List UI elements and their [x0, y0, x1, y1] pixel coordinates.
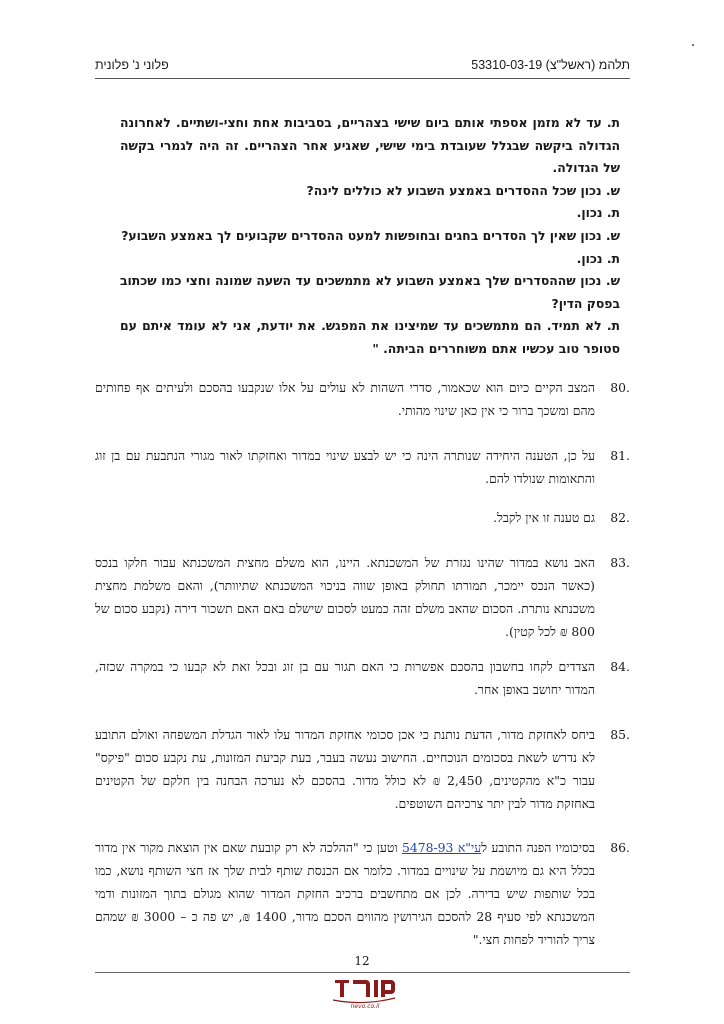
paragraph-number: 85.: [610, 727, 630, 742]
paragraph-text: על כן, הטענה היחידה שנותרה הינה כי יש לבצע שינוי במדור ואחזקתו לאור מגורי הנתבעת עם בן זוג והתאומות שנולדו להם.: [95, 448, 595, 486]
paragraph-86: [95, 836, 630, 951]
paragraph-text: הצדדים לקחו בחשבון בהסכם אפשרות כי האם תגור עם בן זוג ובכל זאת לא קבעו כי במקרה שכזה, המדור יחושב באופן אחר.: [95, 659, 595, 697]
running-header: [95, 54, 630, 78]
nevo-logo: [325, 974, 401, 1010]
quote-line: ש. נכון שכל ההסדרים באמצע השבוע לא כוללים לינה?: [306, 182, 620, 198]
page-number: 12: [354, 954, 370, 968]
paragraph-number: 86.: [610, 840, 630, 855]
nevo-logo-mark: [325, 974, 401, 1010]
paragraph-number: 82.: [610, 510, 630, 525]
testimony-quote: [120, 112, 620, 361]
quote-line: ת. נכון.: [576, 205, 620, 221]
paragraph-text: ביחס לאחזקת מדור, הדעת נותנת כי אכן סכומי אחזקת המדור עלו לאור הגדלת המשפחה ואולם התובע לא נדרש לשאת בסכומים הנוכחיים. החישוב נעשה בעבר, בעת קביעת המזונות, עת נקבע סכום "פיקס" עבור כ"א מהקטינים, 2,450 ₪ לא כולל מדור. בהסכם לא נערכה הבחנה בין חלקם של הקטינים באחזקת מדור לבין יתר צרכיהם השוטפים.: [95, 727, 595, 811]
quote-line: ש. נכון שאין לך הסדרים בחגים ובחופשות למעט ההסדרים שקבועים לך באמצע השבוע?: [121, 227, 620, 243]
paragraph-text-start: בסיכומיו הפנה התובע ל: [481, 840, 595, 855]
quote-line: ת. עד לא מזמן אספתי אותם ביום שישי בצהריים, בסביבות אחת וחצי-ושתיים. לאחרונה הגדולה ביקשה שבגלל שעובדת בימי שישי, שאגיע אחר הצהריים. זה היה לגמרי בקשה של הגדולה.: [120, 115, 620, 176]
paragraph-80: [95, 376, 630, 422]
paragraph-number: 80.: [610, 380, 630, 395]
parties-names: פלוני נ' פלונית: [95, 58, 169, 72]
paragraph-83: [95, 551, 630, 643]
paragraph-number: 83.: [610, 555, 630, 570]
paragraph-81: [95, 444, 630, 490]
header-divider: [95, 78, 630, 79]
paragraph-number: 84.: [610, 659, 630, 674]
paragraph-text: המצב הקיים כיום הוא שכאמור, סדרי השהות לא עולים על אלו שנקבעו בהסכם ולעיתים אף פחותים מהם ומשכך ברור כי אין כאן שינוי מהותי.: [95, 380, 595, 418]
paragraph-text: האב נושא במדור שהינו נגזרת של המשכנתא. היינו, הוא משלם מחצית המשכנתא עבור חלקו בנכס (כאשר הנכס יימכר, תמורתו תחולק באופן שווה בניכוי המשכנתא שתיוותר), והאם משלמת מחצית משכנתא נותרת. הסכום שהאב משלם זהה כמעט לסכום שישלם באם האם תשכור דירה (נקבע סכום של 800 ₪ לכל קטין).: [95, 555, 595, 639]
case-citation-link[interactable]: עי"א 5478-93: [401, 840, 482, 855]
paragraph-text: גם טענה זו אין לקבל.: [493, 510, 595, 525]
logo-caption: nevo.co.il: [350, 1003, 380, 1010]
quote-line: ש. נכון שההסדרים שלך באמצע השבוע לא מתמשכים עד השעה שמונה וחצי כמו שכתוב בפסק הדין?: [120, 273, 620, 311]
case-number: תלהמ (ראשל"צ) 53310-03-19: [471, 58, 630, 72]
paragraph-text-end: וטען כי "ההלכה לא רק קובעת שאם אין הוצאת מקור אין מדור בכלל היא גם מיושמת על שינויים במדור. כלומר אם הכנסת שותף לבית שלך אז חצי השותף נושא, כמו בכל שותפות שיש בדירה. לכן אם מתחשבים ברכיב החזקת המדור שהוא מגולם בתוך המזונות ודמי המשכנתא לפי סעיף 28 להסכם הגירושין מהווים הסכם מדור, 1400 ₪, יש פה כ – 3000 ₪ שמהם צריך להוריד לפחות חצי.": [95, 840, 596, 947]
quote-line: ת. נכון.: [576, 250, 620, 266]
paragraph-number: 81.: [610, 448, 630, 463]
paragraph-85: [95, 723, 630, 815]
quote-line: ת. לא תמיד. הם מתמשכים עד שמיצינו את המפגש. את יודעת, אני לא עומד איתם עם סטופר טוב עכשיו אתם משוחררים הביתה. ": [120, 318, 620, 356]
scan-speck: [692, 44, 694, 46]
paragraph-82: [95, 506, 630, 529]
paragraph-84: [95, 655, 630, 701]
footer-divider: [95, 972, 630, 973]
paragraph-text: [95, 836, 595, 951]
